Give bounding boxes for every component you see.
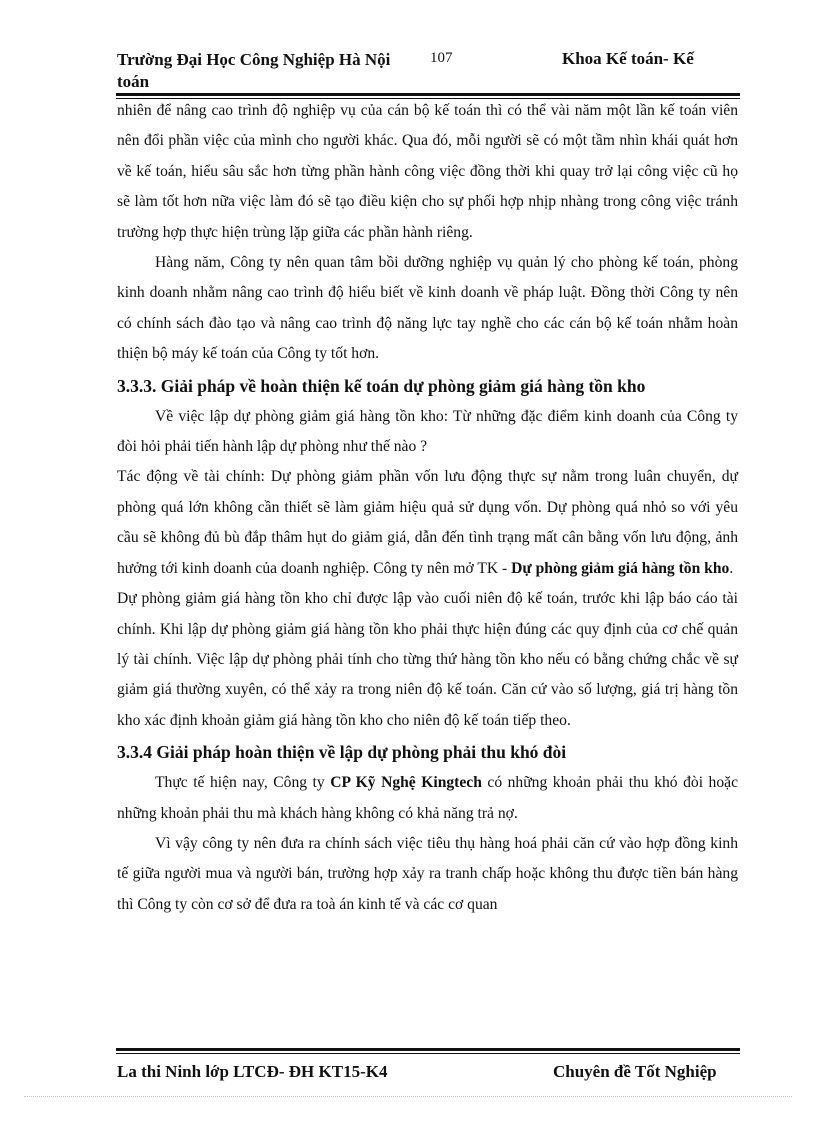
company-name-bold: CP Kỹ Nghệ Kingtech (330, 774, 482, 792)
paragraph-receivables-end: có những khoản phải thu khó đòi hoặc những khoản phải thu mà khách hàng không có khả năng trả nợ. (117, 774, 738, 822)
paragraph-provision-rules: Dự phòng giảm giá hàng tồn kho chỉ được lập vào cuối niên độ kế toán, trước khi lập báo cáo tài chính. Khi lập dự phòng giảm giá hàng tồn kho phải thực hiện đúng các quy định của cơ chế quản lý tài chính. Việc lập dự phòng phải tính cho từng thứ hàng tồn kho nếu có bằng chứng chắc về sự giảm giá thường xuyên, có thể xảy ra trong niên độ kế toán. Căn cứ vào số lượng, giá trị hàng tồn kho xác định khoản giảm giá hàng tồn kho cho niên độ kế toán tiếp theo. (117, 590, 738, 729)
paragraph-receivables-start: Thực tế hiện nay, Công ty (155, 774, 331, 792)
paragraph-continuation: nhiên để nâng cao trình độ nghiệp vụ của cán bộ kế toán thì có thể vài năm một lần kế toán viên nên đổi phần việc của mình cho người khác. Qua đó, mỗi người sẽ có một tầm nhìn khái quát hơn về kế toán, hiểu sâu sắc hơn từng phần hành công việc đồng thời khi quay trở lại công việc cũ họ sẽ làm tốt hơn nữa việc làm đó sẽ tạo điều kiện cho sự phối hợp nhịp nhàng trong công việc tránh trường hợp thực hiện trùng lặp giữa các phần hành riêng. (117, 102, 738, 241)
footer-author: La thi Ninh lớp LTCĐ- ĐH KT15-K4 (117, 1062, 388, 1081)
paragraph-sales-policy: Vì vậy công ty nên đưa ra chính sách việc tiêu thụ hàng hoá phải căn cứ vào hợp đồng kinh tế giữa người mua và người bán, trường hợp xảy ra tranh chấp hoặc không thu được tiền bán hàng thì Công ty còn cơ sở để đưa ra toà án kinh tế và các cơ quan (117, 834, 738, 913)
paragraph-financial-impact (117, 462, 738, 584)
page-number: 107 (430, 50, 453, 66)
header-institution (117, 49, 417, 93)
paragraph-financial-impact-end: . (729, 559, 734, 577)
account-name-bold: Dự phòng giảm giá hàng tồn kho (511, 559, 730, 577)
section-heading-3-3-4: 3.3.4 Giải pháp hoàn thiện về lập dự phòng phải thu khó đòi (117, 742, 567, 763)
paragraph-training: Hàng năm, Công ty nên quan tâm bồi dưỡng nghiệp vụ quản lý cho phòng kế toán, phòng kinh doanh nhằm nâng cao trình độ hiểu biết về kinh doanh về pháp luật. Đồng thời Công ty nên có chính sách đào tạo và nâng cao trình độ năng lực tay nghề cho các cán bộ kế toán nhằm hoàn thiện bộ máy kế toán của Công ty tốt hơn. (117, 254, 738, 363)
footer-title: Chuyên đề Tốt Nghiệp (553, 1062, 717, 1081)
page-body (117, 96, 738, 920)
paragraph-financial-impact-text: Tác động về tài chính: Dự phòng giảm phần vốn lưu động thực sự nằm trong luân chuyển, dự phòng quá lớn không cần thiết sẽ làm giảm hiệu quả sử dụng vốn. Dự phòng quá nhỏ so với yêu cầu sẽ không đủ bù đắp thâm hụt do giảm giá, dẫn đến tình trạng mất cân bằng vốn lưu động, ảnh hưởng tới kinh doanh của doanh nghiệp. Công ty nên mở TK - (117, 468, 738, 577)
header-institution-name: Trường Đại Học Công Nghiệp Hà Nội (117, 50, 391, 69)
paragraph-inventory-provision: Về việc lập dự phòng giảm giá hàng tồn kho: Từ những đặc điểm kinh doanh của Công ty đòi hỏi phải tiến hành lập dự phòng như thế nào ? (117, 407, 738, 456)
page-edge-dotted-line (24, 1096, 792, 1097)
paragraph-receivables (117, 768, 738, 829)
header-department: Khoa Kế toán- Kế (562, 49, 694, 68)
section-heading-3-3-3: 3.3.3. Giải pháp về hoàn thiện kế toán dự phòng giảm giá hàng tồn kho (117, 375, 646, 396)
footer-rule (116, 1048, 740, 1054)
header-institution-continued: toán (117, 72, 150, 91)
